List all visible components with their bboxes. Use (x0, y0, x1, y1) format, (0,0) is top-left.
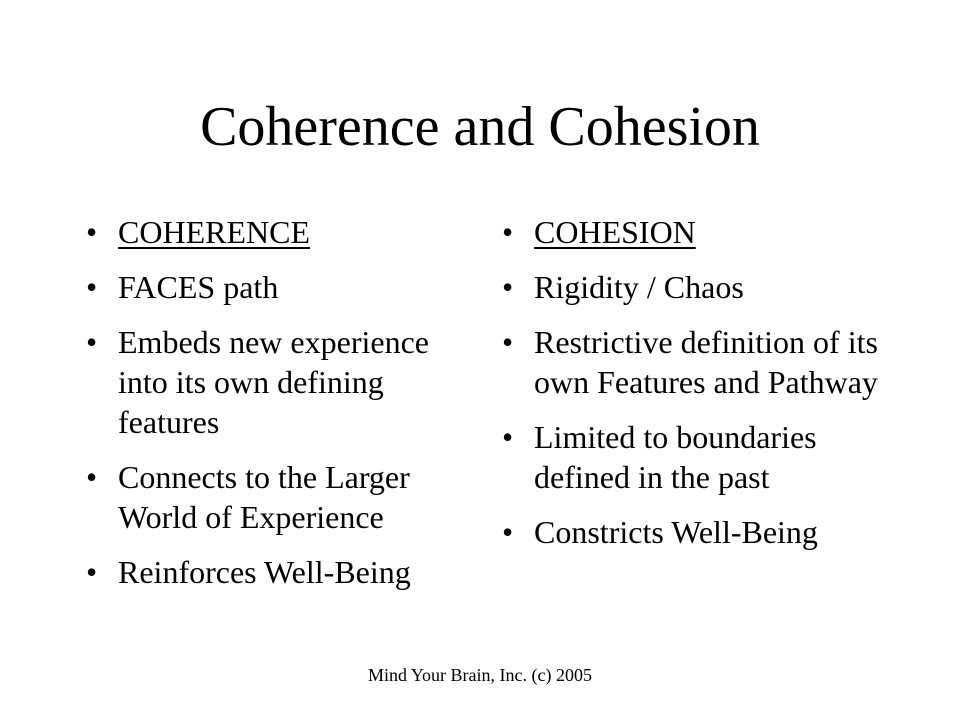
cohesion-heading-item (496, 212, 896, 252)
bullet-icon: • (502, 214, 514, 250)
list-item (80, 267, 480, 307)
list-item-text: Embeds new experience into its own defining features (118, 324, 429, 440)
cohesion-heading: COHESION (534, 214, 696, 250)
bullet-icon: • (502, 514, 514, 550)
list-item-text: FACES path (118, 269, 279, 305)
list-item (80, 322, 480, 442)
list-item-text: Limited to boundaries defined in the past (534, 419, 817, 495)
bullet-icon: • (502, 419, 514, 455)
bullet-icon: • (86, 269, 98, 305)
list-item-text: Reinforces Well-Being (118, 554, 411, 590)
bullet-icon: • (86, 324, 98, 360)
slide-footer: Mind Your Brain, Inc. (c) 2005 (368, 665, 592, 685)
list-item (80, 552, 480, 592)
list-item-text: Constricts Well-Being (534, 514, 818, 550)
list-item (496, 267, 896, 307)
coherence-column (80, 212, 480, 607)
slide-title: Coherence and Cohesion (200, 96, 760, 158)
coherence-bullet-list (80, 212, 480, 592)
bullet-icon: • (502, 269, 514, 305)
cohesion-column (496, 212, 896, 567)
bullet-icon: • (86, 459, 98, 495)
list-item (496, 512, 896, 552)
list-item-text: Connects to the Larger World of Experience (118, 459, 410, 535)
list-item (80, 457, 480, 537)
bullet-icon: • (86, 554, 98, 590)
cohesion-bullet-list (496, 212, 896, 552)
list-item-text: Rigidity / Chaos (534, 269, 744, 305)
coherence-heading: COHERENCE (118, 214, 310, 250)
list-item-text: Restrictive definition of its own Features and Pathway (534, 324, 878, 400)
bullet-icon: • (502, 324, 514, 360)
list-item (496, 322, 896, 402)
bullet-icon: • (86, 214, 98, 250)
list-item (496, 417, 896, 497)
coherence-heading-item (80, 212, 480, 252)
